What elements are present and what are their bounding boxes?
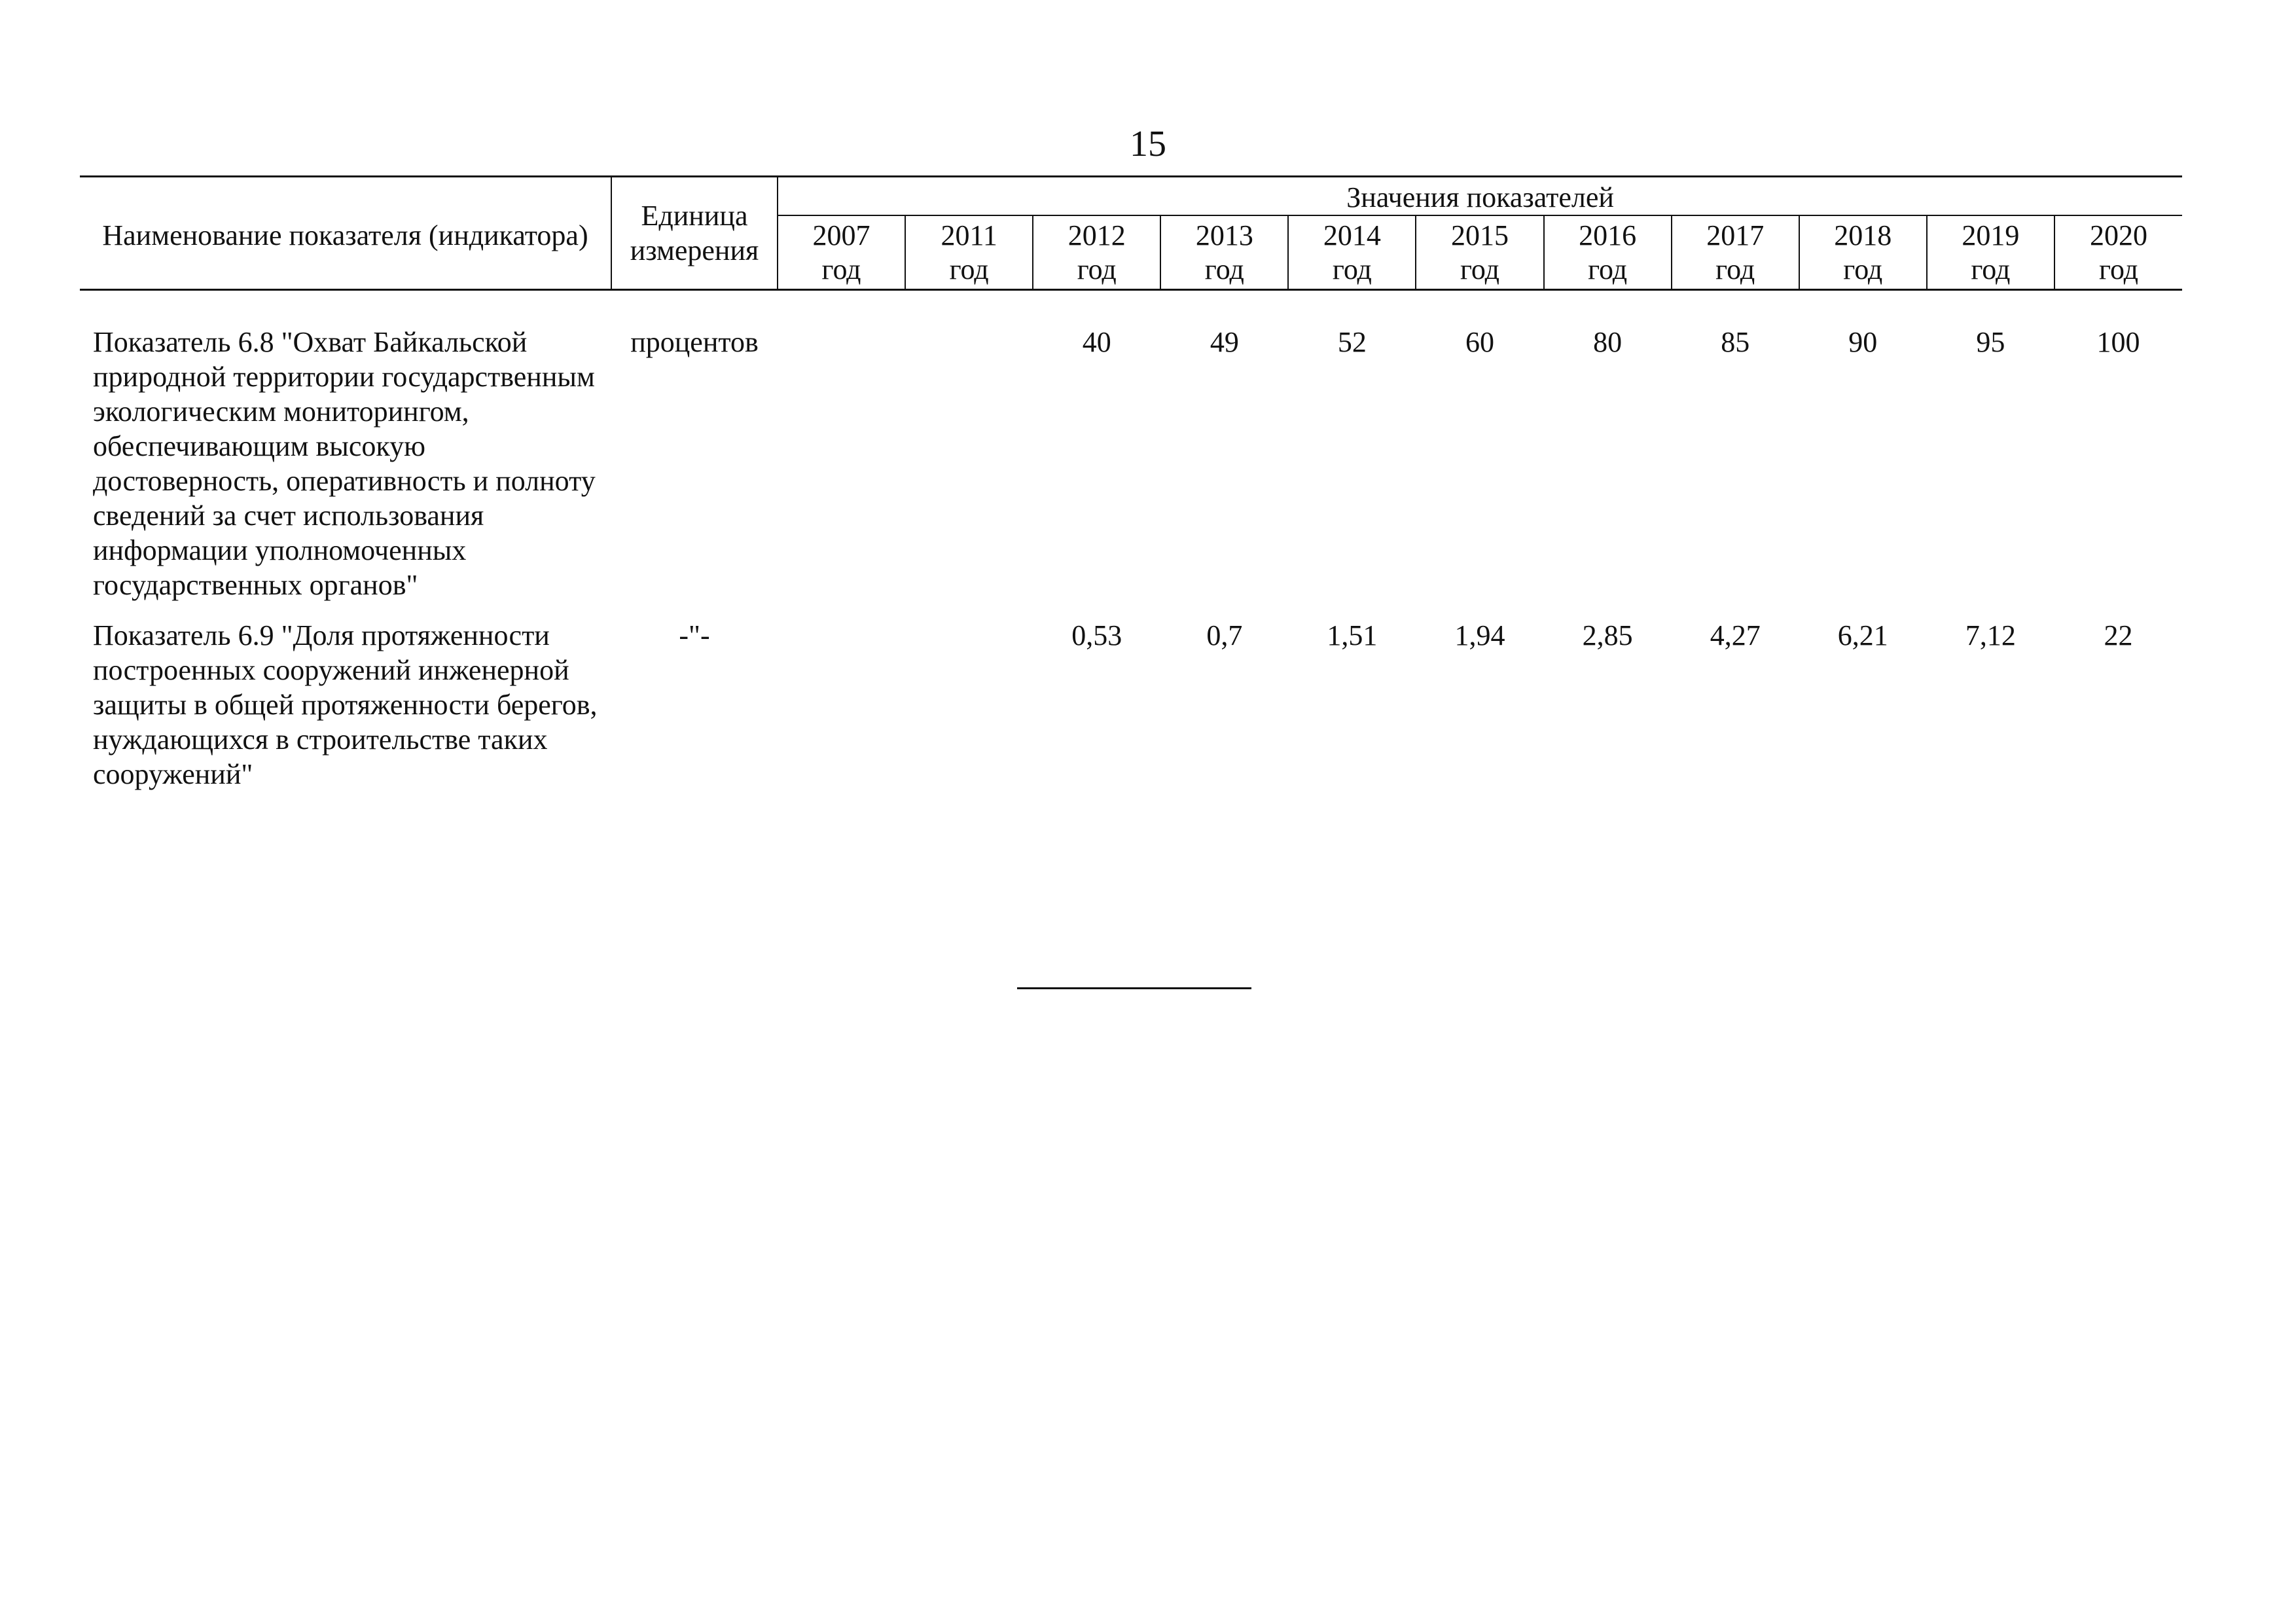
header-year-number: 2020 [2090, 219, 2148, 251]
header-year-number: 2015 [1451, 219, 1509, 251]
header-year [2054, 215, 2182, 289]
header-year [778, 215, 905, 289]
header-year-number: 2012 [1067, 219, 1126, 251]
value-cell: 0,7 [1206, 619, 1243, 651]
indicators-table [80, 175, 2182, 792]
header-year-suffix: год [1588, 253, 1628, 285]
page-number: 15 [1130, 124, 1166, 164]
value-cell: 0,53 [1071, 619, 1122, 651]
value-cell [778, 602, 905, 792]
value-cell: 7,12 [1965, 619, 2016, 651]
value-cell: 95 [1976, 326, 2005, 358]
header-indicator-name: Наименование показателя (индикатора) [80, 177, 611, 290]
header-year-number: 2019 [1962, 219, 2020, 251]
value-cell: 100 [2096, 326, 2140, 358]
unit-cell: процентов [630, 326, 759, 358]
header-year-suffix: год [1460, 253, 1500, 285]
header-year [1544, 215, 1672, 289]
value-cell: 80 [1593, 326, 1623, 358]
value-cell: 1,51 [1327, 619, 1378, 651]
header-year-suffix: год [1332, 253, 1372, 285]
header-year-number: 2011 [941, 219, 997, 251]
header-year-number: 2014 [1323, 219, 1381, 251]
table-row [80, 602, 2182, 792]
value-cell: 22 [2104, 619, 2133, 651]
header-year [1288, 215, 1416, 289]
header-year [1160, 215, 1288, 289]
header-year [1927, 215, 2054, 289]
header-year-suffix: год [1204, 253, 1244, 285]
header-year [1799, 215, 1927, 289]
spacer-cell [80, 290, 2182, 325]
value-cell: 90 [1848, 326, 1878, 358]
value-cell: 4,27 [1710, 619, 1761, 651]
header-year-number: 2016 [1579, 219, 1637, 251]
indicator-name-cell: Показатель 6.8 "Охват Байкальской природной территории государственным экологическим мониторингом, обеспечивающим высокую достоверность, оперативность и полноту сведений за счет использования информации уполномоченных государственных органов" [93, 326, 596, 601]
value-cell: 1,94 [1454, 619, 1505, 651]
table-spacer-row [80, 290, 2182, 325]
value-cell: 40 [1082, 326, 1111, 358]
table-row [80, 325, 2182, 602]
header-year-suffix: год [1715, 253, 1755, 285]
value-cell: 6,21 [1837, 619, 1888, 651]
value-cell [905, 602, 1033, 792]
end-of-table-divider [1017, 987, 1251, 989]
value-cell: 60 [1465, 326, 1495, 358]
header-year [1033, 215, 1160, 289]
header-year-suffix: год [1843, 253, 1883, 285]
header-year-suffix: год [2099, 253, 2139, 285]
header-values-group: Значения показателей [778, 177, 2182, 216]
header-year-number: 2017 [1706, 219, 1765, 251]
value-cell [905, 325, 1033, 602]
header-year-number: 2007 [812, 219, 870, 251]
header-year-suffix: год [1971, 253, 2011, 285]
header-year [905, 215, 1033, 289]
header-year [1416, 215, 1543, 289]
value-cell: 2,85 [1582, 619, 1633, 651]
value-cell: 85 [1721, 326, 1750, 358]
indicator-name-cell: Показатель 6.9 "Доля протяженности построенных сооружений инженерной защиты в общей протяженности берегов, нуждающихся в строительстве таких сооружений" [93, 619, 598, 790]
value-cell [778, 325, 905, 602]
header-year-suffix: год [949, 253, 989, 285]
value-cell: 49 [1210, 326, 1239, 358]
header-year-number: 2013 [1195, 219, 1253, 251]
unit-cell: -"- [679, 619, 710, 651]
header-year-suffix: год [821, 253, 861, 285]
header-year-suffix: год [1077, 253, 1117, 285]
header-year-number: 2018 [1834, 219, 1892, 251]
header-year [1672, 215, 1799, 289]
value-cell: 52 [1337, 326, 1367, 358]
header-unit: Единица измерения [611, 177, 778, 290]
